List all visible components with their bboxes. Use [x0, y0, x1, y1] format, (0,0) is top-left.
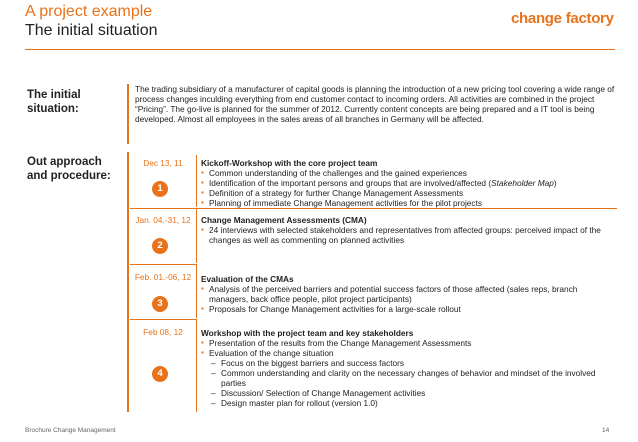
situation-bar [127, 84, 129, 144]
step-1-bullet-1: ▪ Common understanding of the challenges and the gained experiences [201, 168, 617, 178]
step-4-subitem-3: – Discussion/ Selection of Change Management activities [201, 388, 617, 398]
step-4-subitem-2: – Common understanding and clarity on the necessary changes of behavior and mindset of the involved parties [201, 368, 617, 388]
step-4-bullet-1: ▪ Presentation of the results from the Change Management Assessments [201, 338, 617, 348]
step-3-rule [130, 319, 197, 320]
page-subtitle: The initial situation [25, 22, 158, 39]
step-1-bullet-4: ▪ Planning of immediate Change Management activities for the pilot projects [201, 198, 617, 208]
step-4-date: Feb 08, 12 [143, 327, 183, 337]
situation-text: The trading subsidiary of a manufacturer of capital goods is planning the introduction of a new pricing tool covering a wide range of process changes inculding everything from end customer contact to incoming orders. All activities are combined in the project “Pricing”. The go-live is planned for the summer of 2012. Currently content concepts are being prepared and a IT tool is being developed. Almost all employees in the sales areas of all branches in Germany will be affected. [135, 84, 615, 124]
step-3-separator [196, 265, 197, 318]
step-4-subitem-4: – Design master plan for rollout (version 1.0) [201, 398, 617, 408]
step-2-bullet-1: ▪ 24 interviews with selected stakeholders and representatives from affected groups: perceived impact of the changes as well as commenting on planned activities [201, 225, 617, 245]
step-2-title: Change Management Assessments (CMA) [201, 215, 367, 225]
step-1-rule [130, 208, 617, 209]
step-1-date: Dec 13, 11 [143, 158, 183, 168]
step-2-content [201, 215, 617, 245]
footer-text: Brochure Change Management [25, 427, 116, 434]
step-1-bullet-2: ▪ Identification of the important persons and groups that are involved/affected (Stakeholder Map) [201, 178, 617, 188]
approach-label: Out approach and procedure: [27, 156, 111, 182]
approach-bar [127, 152, 129, 412]
step-3-bullet-2: ▪ Proposals for Change Management activities for a large-scale rollout [201, 304, 617, 314]
step-1-number-badge: 1 [152, 181, 168, 197]
step-2-rule [130, 264, 197, 265]
brand-logo [511, 10, 614, 27]
step-3-bullet-1: ▪ Analysis of the perceived barriers and potential success factors of those affected (sales reps, branch managers, back office people, pilot project participants) [201, 284, 617, 304]
step-1-separator [196, 155, 197, 207]
step-2-number-badge: 2 [152, 238, 168, 254]
step-4-title: Workshop with the project team and key stakeholders [201, 328, 414, 338]
step-4-content [201, 328, 617, 408]
step-1-content [201, 158, 617, 208]
step-4-number-badge: 4 [152, 366, 168, 382]
page-number: 14 [602, 427, 610, 434]
step-3-content [201, 274, 617, 314]
step-3-title: Evaluation of the CMAs [201, 274, 294, 284]
step-2-date: Jan. 04.-31, 12 [135, 215, 191, 225]
page-title: A project example [25, 3, 153, 20]
step-1-bullet-3: ▪ Definition of a strategy for further Change Management Assessments [201, 188, 617, 198]
header-divider [25, 49, 615, 50]
step-4-separator [196, 320, 197, 412]
step-4-bullet-2: ▪ Evaluation of the change situation [201, 348, 617, 358]
step-3-number-badge: 3 [152, 296, 168, 312]
logo-part1: change [511, 10, 562, 27]
step-4-subitem-1: – Focus on the biggest barriers and success factors [201, 358, 617, 368]
step-3-date: Feb. 01.-06, 12 [134, 272, 192, 282]
logo-part2: factory [565, 10, 614, 27]
step-1-title: Kickoff-Workshop with the core project team [201, 158, 378, 168]
situation-label: The initial situation: [27, 89, 81, 115]
step-2-separator [196, 209, 197, 263]
